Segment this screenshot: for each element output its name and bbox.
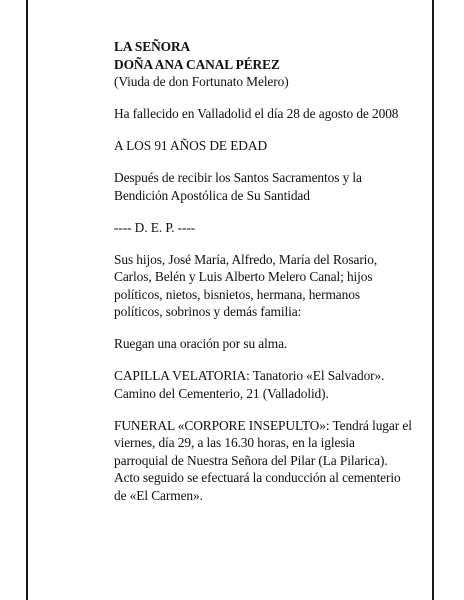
paragraph-line: políticos, sobrinos y demás familia: [114, 304, 302, 319]
header-block [114, 38, 432, 91]
paragraph-line: Después de recibir los Santos Sacramentos y la [114, 170, 362, 185]
left-border-line [26, 0, 28, 600]
family-paragraph [114, 251, 432, 321]
paragraph-line: Acto seguido se efectuará la conducción al cementerio [114, 470, 401, 485]
funeral-paragraph [114, 417, 432, 505]
paragraph-line: Carlos, Belén y Luis Alberto Melero Canal; hijos [114, 269, 373, 284]
sacraments-paragraph [114, 169, 432, 204]
paragraph-line: parroquial de Nuestra Señora del Pilar (La Pilarica). [114, 452, 388, 468]
obituary-notice [114, 38, 432, 504]
paragraph-line: viernes, día 29, a las 16.30 horas, en la iglesia [114, 435, 355, 450]
paragraph-line: de «El Carmen». [114, 487, 203, 503]
widow-note: (Viuda de don Fortunato Melero) [114, 74, 289, 89]
deceased-name: DOÑA ANA CANAL PÉREZ [114, 56, 280, 72]
chapel-paragraph [114, 367, 432, 402]
prayer-line: Ruegan una oración por su alma. [114, 336, 288, 351]
paragraph-line: FUNERAL «CORPORE INSEPULTO»: Tendrá lugar el [114, 417, 412, 433]
paragraph-line: CAPILLA VELATORIA: Tanatorio «El Salvador». [114, 368, 385, 383]
age-line: A LOS 91 AÑOS DE EDAD [114, 138, 268, 153]
paragraph-line: Bendición Apostólica de Su Santidad [114, 187, 310, 203]
paragraph-line: Sus hijos, José María, Alfredo, María del Rosario, [114, 251, 378, 267]
right-border-line [432, 0, 434, 600]
rip-line: ---- D. E. P. ---- [114, 219, 196, 235]
paragraph-line: políticos, nietos, bisnietos, hermana, hermanos [114, 286, 360, 302]
paragraph-line: Camino del Cementerio, 21 (Valladolid). [114, 385, 329, 401]
header-title: LA SEÑORA [114, 39, 191, 54]
death-line: Ha fallecido en Valladolid el día 28 de agosto de 2008 [114, 106, 399, 121]
